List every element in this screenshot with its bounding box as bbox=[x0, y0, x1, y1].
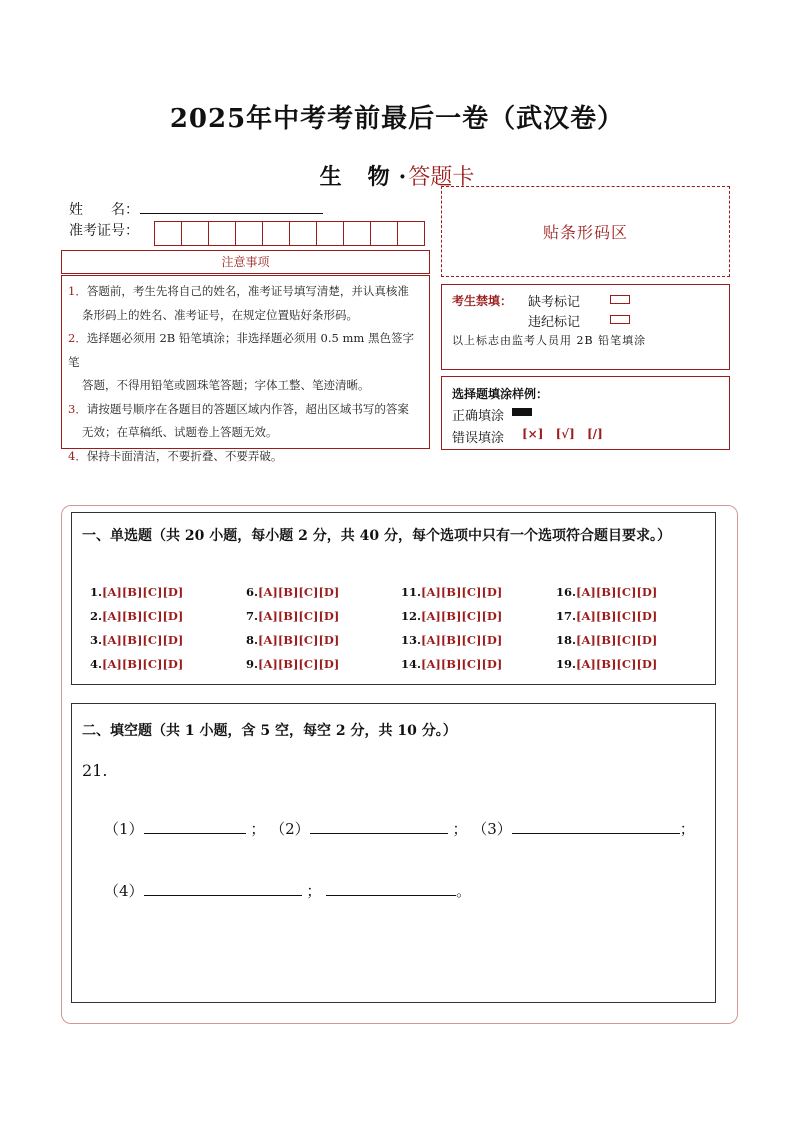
blank-3-line[interactable] bbox=[512, 819, 680, 834]
exam-id-label: 准考证号： bbox=[69, 223, 139, 239]
page-title: 2025年中考考前最后一卷（武汉卷） bbox=[169, 104, 625, 134]
single-choice-heading: 一、单选题（共 20 小题，每小题 2 分，共 40 分，每个选项中只有一个选项符合题目要求。） bbox=[82, 528, 671, 544]
absent-mark-box[interactable] bbox=[610, 295, 630, 304]
notice-list bbox=[61, 275, 430, 463]
question-number: 16. bbox=[556, 585, 577, 599]
choice-question[interactable] bbox=[246, 657, 339, 671]
answer-options[interactable]: [A][B][C][D] bbox=[576, 657, 658, 671]
blank-row-1 bbox=[104, 818, 695, 839]
violation-mark-box[interactable] bbox=[610, 315, 630, 324]
fill-sample-title: 选择题填涂样例： bbox=[452, 387, 549, 401]
answer-options[interactable]: [A][B][C][D] bbox=[258, 585, 340, 599]
answer-options[interactable]: [A][B][C][D] bbox=[421, 633, 503, 647]
wrong-fill-marks: [×] [√] [/] bbox=[522, 427, 603, 441]
answer-options[interactable]: [A][B][C][D] bbox=[102, 633, 184, 647]
notice-text: 选择题必须用 2B 铅笔填涂；非选择题必须用 0.5 mm 黑色签字笔 bbox=[68, 331, 414, 369]
question-number: 19. bbox=[556, 657, 577, 671]
blank-row-2 bbox=[104, 880, 471, 901]
answer-options[interactable]: [A][B][C][D] bbox=[258, 657, 340, 671]
notice-text-cont: 无效；在草稿纸、试题卷上答题无效。 bbox=[82, 425, 278, 439]
subject-name: 生 物 bbox=[319, 164, 392, 190]
subject-dot: · bbox=[398, 164, 409, 190]
question-number: 4. bbox=[90, 657, 103, 671]
blank-2-label: （2） bbox=[270, 820, 310, 838]
correct-fill-label: 正确填涂 bbox=[452, 409, 505, 424]
answer-options[interactable]: [A][B][C][D] bbox=[576, 609, 658, 623]
question-number: 1. bbox=[90, 585, 103, 599]
choice-question[interactable] bbox=[246, 609, 339, 623]
question-number: 17. bbox=[556, 609, 577, 623]
blank-separator: ； bbox=[679, 820, 695, 838]
notice-num: 2． bbox=[68, 331, 87, 345]
choice-question[interactable] bbox=[401, 609, 502, 623]
answer-card-label: 答题卡 bbox=[408, 165, 475, 190]
question-number: 6. bbox=[246, 585, 259, 599]
question-number: 13. bbox=[401, 633, 422, 647]
answer-options[interactable]: [A][B][C][D] bbox=[258, 609, 340, 623]
fill-blank-heading: 二、填空题（共 1 小题，含 5 空，每空 2 分，共 10 分。） bbox=[82, 723, 457, 739]
question-number: 2. bbox=[90, 609, 103, 623]
violation-mark-label: 违纪标记 bbox=[528, 315, 581, 330]
barcode-label: 贴条形码区 bbox=[542, 223, 628, 242]
notice-num: 4． bbox=[68, 448, 87, 463]
notice-item bbox=[68, 445, 423, 469]
answer-options[interactable]: [A][B][C][D] bbox=[102, 585, 184, 599]
exam-id-box[interactable] bbox=[289, 221, 317, 246]
notice-item bbox=[68, 280, 423, 327]
question-number: 7. bbox=[246, 609, 259, 623]
choice-question[interactable] bbox=[246, 585, 339, 599]
question-number: 14. bbox=[401, 657, 422, 671]
exam-id-box[interactable] bbox=[235, 221, 263, 246]
answer-options[interactable]: [A][B][C][D] bbox=[421, 609, 503, 623]
blank-5-line[interactable] bbox=[326, 881, 456, 896]
single-choice-section bbox=[71, 512, 716, 685]
answer-options[interactable]: [A][B][C][D] bbox=[421, 585, 503, 599]
choice-question[interactable] bbox=[90, 609, 183, 623]
wrong-fill-label: 错误填涂 bbox=[452, 431, 505, 446]
answer-options[interactable]: [A][B][C][D] bbox=[576, 585, 658, 599]
blank-1-line[interactable] bbox=[144, 819, 246, 834]
choice-question[interactable] bbox=[556, 585, 657, 599]
examiner-only-box bbox=[441, 284, 730, 370]
answer-options[interactable]: [A][B][C][D] bbox=[576, 633, 658, 647]
question-number: 11. bbox=[401, 585, 422, 599]
exam-id-box[interactable] bbox=[397, 221, 425, 246]
notice-text: 答题前，考生先将自己的姓名，准考证号填写清楚，并认真核准 bbox=[86, 284, 409, 298]
fill-blank-section bbox=[71, 703, 716, 1003]
blank-separator: ； bbox=[306, 882, 322, 900]
choice-question[interactable] bbox=[90, 633, 183, 647]
notice-text-cont: 条形码上的姓名、准考证号，在规定位置贴好条形码。 bbox=[82, 307, 358, 322]
notice-text-cont: 答题，不得用铅笔或圆珠笔答题；字体工整、笔迹清晰。 bbox=[82, 378, 370, 392]
name-label: 姓 名： bbox=[69, 202, 139, 218]
choice-question[interactable] bbox=[401, 585, 502, 599]
name-field[interactable] bbox=[140, 213, 323, 214]
answer-options[interactable]: [A][B][C][D] bbox=[102, 657, 184, 671]
choice-question[interactable] bbox=[90, 657, 183, 671]
blank-1-label: （1） bbox=[104, 820, 144, 838]
notice-text: 请按题号顺序在各题目的答题区域内作答，超出区域书写的答案 bbox=[86, 401, 409, 416]
absent-mark-label: 缺考标记 bbox=[528, 295, 581, 310]
choice-question[interactable] bbox=[556, 633, 657, 647]
answer-options[interactable]: [A][B][C][D] bbox=[102, 609, 184, 623]
exam-id-box[interactable] bbox=[370, 221, 398, 246]
notice-num: 1． bbox=[68, 284, 87, 298]
blank-separator: ； bbox=[452, 820, 468, 838]
choice-question[interactable] bbox=[556, 657, 657, 671]
blank-2-line[interactable] bbox=[310, 819, 448, 834]
question-number: 12. bbox=[401, 609, 422, 623]
exam-id-boxes[interactable] bbox=[155, 221, 425, 246]
answer-options[interactable]: [A][B][C][D] bbox=[421, 657, 503, 671]
answer-options[interactable]: [A][B][C][D] bbox=[258, 633, 340, 647]
exam-id-box[interactable] bbox=[316, 221, 344, 246]
fill-sample-box bbox=[441, 376, 730, 450]
blank-4-line[interactable] bbox=[144, 881, 302, 896]
examiner-note: 以上标志由监考人员用 2B 铅笔填涂 bbox=[452, 334, 647, 347]
blank-separator: ； bbox=[250, 820, 266, 838]
exam-id-box[interactable] bbox=[208, 221, 236, 246]
exam-id-box[interactable] bbox=[343, 221, 371, 246]
choice-question[interactable] bbox=[401, 633, 502, 647]
blank-4-label: （4） bbox=[104, 882, 144, 900]
notice-item bbox=[68, 398, 423, 445]
blank-end: 。 bbox=[456, 882, 472, 900]
question-21-number: 21. bbox=[82, 761, 108, 780]
exam-id-box[interactable] bbox=[262, 221, 290, 246]
blank-3-label: （3） bbox=[472, 820, 512, 838]
examiner-only-title: 考生禁填： bbox=[452, 294, 513, 308]
correct-fill-mark bbox=[512, 408, 532, 416]
notice-text: 保持卡面清洁，不要折叠、不要弄破。 bbox=[86, 448, 283, 463]
choice-question[interactable] bbox=[246, 633, 339, 647]
question-number: 9. bbox=[246, 657, 259, 671]
notice-title: 注意事项 bbox=[61, 250, 430, 274]
question-number: 8. bbox=[246, 633, 259, 647]
choice-question[interactable] bbox=[401, 657, 502, 671]
question-number: 3. bbox=[90, 633, 103, 647]
notice-item bbox=[68, 327, 423, 398]
question-number: 18. bbox=[556, 633, 577, 647]
choice-question[interactable] bbox=[90, 585, 183, 599]
exam-id-box[interactable] bbox=[181, 221, 209, 246]
barcode-area bbox=[441, 186, 730, 277]
notice-num: 3． bbox=[68, 401, 87, 416]
exam-id-box[interactable] bbox=[154, 221, 182, 246]
choice-question[interactable] bbox=[556, 609, 657, 623]
